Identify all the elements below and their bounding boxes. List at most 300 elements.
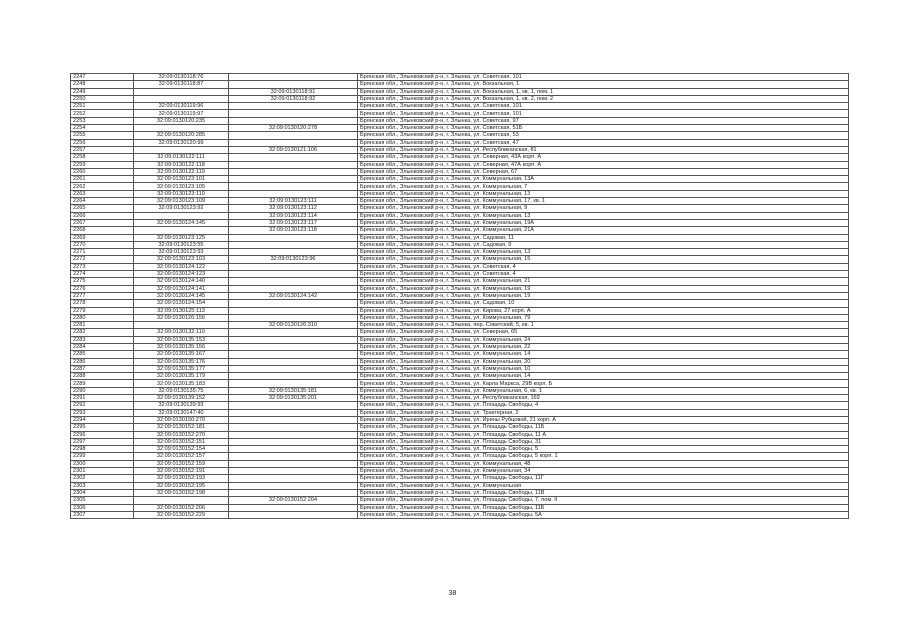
table-row — [71, 343, 849, 350]
related-number-cell — [229, 416, 358, 423]
row-number-cell: 2293 — [71, 409, 134, 416]
cadastral-number-cell: 32:09:0130135:179 — [134, 373, 229, 380]
address-cell: Брянская обл., Злынковский р-н, г. Злынка, ул. Коммунальная, 19А — [358, 219, 849, 226]
cadastral-number-cell: 32:09:0130152:157 — [134, 453, 229, 460]
row-number-cell: 2271 — [71, 249, 134, 256]
row-number-cell: 2254 — [71, 125, 134, 132]
cadastral-number-cell: 32:09:0130152:206 — [134, 504, 229, 511]
table-row — [71, 395, 849, 402]
cadastral-number-cell: 32:09:0130123:105 — [134, 183, 229, 190]
related-number-cell: 32:09:0130135:181 — [229, 387, 358, 394]
cadastral-number-cell: 32:09:0130132:110 — [134, 329, 229, 336]
address-cell: Брянская обл., Злынковский р-н, г. Злынка, ул. Вокзальная, 1, кв. 1, пом. 1 — [358, 88, 849, 95]
table-row — [71, 446, 849, 453]
cadastral-number-cell: 32:09:0130135:156 — [134, 343, 229, 350]
related-number-cell — [229, 183, 358, 190]
address-cell: Брянская обл., Злынковский р-н, г. Злынка, ул. Коммунальная, 7 — [358, 183, 849, 190]
cadastral-number-cell — [134, 95, 229, 102]
address-cell: Брянская обл., Злынковский р-н, г. Злынка, ул. Северная, 43А корп. А — [358, 154, 849, 161]
table-row — [71, 139, 849, 146]
address-cell: Брянская обл., Злынковский р-н, г. Злынка, ул. Коммунальная, 14 — [358, 351, 849, 358]
address-cell: Брянская обл., Злынковский р-н, г. Злынка, пер. Советский, 5, кв. 1 — [358, 322, 849, 329]
table-row — [71, 168, 849, 175]
table-row — [71, 373, 849, 380]
cadastral-number-cell — [134, 227, 229, 234]
cadastral-number-cell: 32:09:0130123:93 — [134, 249, 229, 256]
address-cell: Брянская обл., Злынковский р-н, г. Злынка, ул. Площадь Свободы, 5 — [358, 446, 849, 453]
row-number-cell: 2262 — [71, 183, 134, 190]
related-number-cell — [229, 314, 358, 321]
cadastral-number-cell: 32:09:0130123:103 — [134, 256, 229, 263]
cadastral-number-cell: 32:09:0130152:229 — [134, 511, 229, 518]
table-row — [71, 504, 849, 511]
cadastral-number-cell — [134, 88, 229, 95]
cadastral-number-cell: 32:09:0130135:153 — [134, 336, 229, 343]
row-number-cell: 2270 — [71, 241, 134, 248]
table-row — [71, 183, 849, 190]
address-cell: Брянская обл., Злынковский р-н, г. Злынка, ул. Коммунальная, 34 — [358, 468, 849, 475]
related-number-cell — [229, 468, 358, 475]
related-number-cell: 32:09:0130121:106 — [229, 146, 358, 153]
related-number-cell — [229, 176, 358, 183]
cadastral-number-cell: 32:09:0130152:195 — [134, 482, 229, 489]
table-row — [71, 234, 849, 241]
cadastral-number-cell: 32:09:0130135:167 — [134, 351, 229, 358]
row-number-cell: 2300 — [71, 460, 134, 467]
row-number-cell: 2280 — [71, 314, 134, 321]
table-row — [71, 161, 849, 168]
related-number-cell — [229, 117, 358, 124]
row-number-cell: 2291 — [71, 395, 134, 402]
address-cell: Брянская обл., Злынковский р-н, г. Злынка, ул. Северная, 47А корп. А — [358, 161, 849, 168]
cadastral-number-cell: 32:09:0130124:140 — [134, 278, 229, 285]
related-number-cell — [229, 475, 358, 482]
row-number-cell: 2298 — [71, 446, 134, 453]
row-number-cell: 2263 — [71, 190, 134, 197]
address-cell: Брянская обл., Злынковский р-н, г. Злынка, ул. Коммунальная, 19 — [358, 285, 849, 292]
table-row — [71, 117, 849, 124]
related-number-cell — [229, 343, 358, 350]
table-row — [71, 416, 849, 423]
row-number-cell: 2247 — [71, 74, 134, 81]
address-cell: Брянская обл., Злынковский р-н, г. Злынка, ул. Вокзальная, 1, кв. 2, пом. 2 — [358, 95, 849, 102]
row-number-cell: 2302 — [71, 475, 134, 482]
row-number-cell: 2274 — [71, 271, 134, 278]
cadastral-number-cell: 32:09:0130118:76 — [134, 74, 229, 81]
row-number-cell: 2305 — [71, 497, 134, 504]
address-cell: Брянская обл., Злынковский р-н, г. Злынка, ул. Коммунальная, 79 — [358, 314, 849, 321]
address-cell: Брянская обл., Злынковский р-н, г. Злынка, ул. Коммунальная, 24 — [358, 336, 849, 343]
related-number-cell — [229, 241, 358, 248]
table-row — [71, 241, 849, 248]
cadastral-number-cell: 32:09:0130123:55 — [134, 241, 229, 248]
related-number-cell — [229, 81, 358, 88]
address-cell: Брянская обл., Злынковский р-н, г. Злынка, ул. Садовая, 11 — [358, 234, 849, 241]
address-cell: Брянская обл., Злынковский р-н, г. Злынка, ул. Северная, 65 — [358, 329, 849, 336]
related-number-cell — [229, 380, 358, 387]
row-number-cell: 2297 — [71, 438, 134, 445]
address-cell: Брянская обл., Злынковский р-н, г. Злынка, ул. Ирины Рубцовой, 21 корп. А — [358, 416, 849, 423]
row-number-cell: 2250 — [71, 95, 134, 102]
table-row — [71, 285, 849, 292]
related-number-cell — [229, 168, 358, 175]
address-cell: Брянская обл., Злынковский р-н, г. Злынка, ул. Советская, 51Б — [358, 125, 849, 132]
cadastral-number-cell: 32:09:0130152:191 — [134, 468, 229, 475]
table-row — [71, 146, 849, 153]
cadastral-number-cell: 32:09:0130119:96 — [134, 103, 229, 110]
row-number-cell: 2303 — [71, 482, 134, 489]
address-cell: Брянская обл., Злынковский р-н, г. Злынка, ул. Площадь Свободы, 31 — [358, 438, 849, 445]
row-number-cell: 2282 — [71, 329, 134, 336]
address-cell: Брянская обл., Злынковский р-н, г. Злынка, ул. Площадь Свободы, 11 А — [358, 431, 849, 438]
related-number-cell — [229, 285, 358, 292]
address-cell: Брянская обл., Злынковский р-н, г. Злынка, ул. Кирова, 27 корп. А — [358, 307, 849, 314]
row-number-cell: 2272 — [71, 256, 134, 263]
row-number-cell: 2283 — [71, 336, 134, 343]
related-number-cell — [229, 365, 358, 372]
table-row — [71, 424, 849, 431]
address-cell: Брянская обл., Злынковский р-н, г. Злынка, ул. Советская, 47 — [358, 139, 849, 146]
cadastral-number-cell — [134, 212, 229, 219]
table-row — [71, 198, 849, 205]
related-number-cell — [229, 453, 358, 460]
related-number-cell — [229, 504, 358, 511]
cadastral-number-cell: 32:09:0130152:159 — [134, 460, 229, 467]
cadastral-number-cell: 32:09:0130124:123 — [134, 271, 229, 278]
table-row — [71, 88, 849, 95]
related-number-cell: 32:09:0130118:91 — [229, 88, 358, 95]
table-row — [71, 387, 849, 394]
address-cell: Брянская обл., Злынковский р-н, г. Злынка, ул. Коммунальная, 13 — [358, 190, 849, 197]
address-cell: Брянская обл., Злынковский р-н, г. Злынка, ул. Площадь Свободы, 4 — [358, 402, 849, 409]
related-number-cell — [229, 336, 358, 343]
address-cell: Брянская обл., Злынковский р-н, г. Злынка, ул. Садовая, 10 — [358, 300, 849, 307]
row-number-cell: 2287 — [71, 365, 134, 372]
cadastral-number-cell: 32:09:0130135:75 — [134, 387, 229, 394]
related-number-cell — [229, 132, 358, 139]
table-row — [71, 307, 849, 314]
row-number-cell: 2284 — [71, 343, 134, 350]
related-number-cell — [229, 446, 358, 453]
row-number-cell: 2261 — [71, 176, 134, 183]
address-cell: Брянская обл., Злынковский р-н, г. Злынка, ул. Коммунальная, 17, кв. 1 — [358, 198, 849, 205]
table-row — [71, 482, 849, 489]
address-cell: Брянская обл., Злынковский р-н, г. Злынка, ул. Площадь Свободы, 11Б — [358, 504, 849, 511]
table-row — [71, 409, 849, 416]
table-row — [71, 511, 849, 518]
row-number-cell: 2258 — [71, 154, 134, 161]
address-cell: Брянская обл., Злынковский р-н, г. Злынка, ул. Коммунальная, 21 — [358, 278, 849, 285]
table-row — [71, 219, 849, 226]
table-row — [71, 278, 849, 285]
address-cell: Брянская обл., Злынковский р-н, г. Злынка, ул. Советская, 53 — [358, 132, 849, 139]
table-row — [71, 103, 849, 110]
related-number-cell: 32:09:0130135:201 — [229, 395, 358, 402]
row-number-cell: 2268 — [71, 227, 134, 234]
table-row — [71, 468, 849, 475]
registry-table — [70, 73, 849, 519]
cadastral-number-cell: 32:09:0130147:40 — [134, 409, 229, 416]
cadastral-number-cell: 32:09:0130123:110 — [134, 190, 229, 197]
related-number-cell — [229, 263, 358, 270]
address-cell: Брянская обл., Злынковский р-н, г. Злынка, ул. Трактерная, 2 — [358, 409, 849, 416]
table-row — [71, 365, 849, 372]
cadastral-number-cell: 32:09:0130124:145 — [134, 292, 229, 299]
row-number-cell: 2286 — [71, 358, 134, 365]
row-number-cell: 2264 — [71, 198, 134, 205]
address-cell: Брянская обл., Злынковский р-н, г. Злынка, ул. Северная, 67 — [358, 168, 849, 175]
cadastral-number-cell — [134, 125, 229, 132]
row-number-cell: 2253 — [71, 117, 134, 124]
table-row — [71, 256, 849, 263]
address-cell: Брянская обл., Злынковский р-н, г. Злынка, ул. Площадь Свободы, 11Г — [358, 475, 849, 482]
related-number-cell: 32:09:0130123:118 — [229, 227, 358, 234]
address-cell: Брянская обл., Злынковский р-н, г. Злынка, ул. Площадь Свободы, 5А — [358, 511, 849, 518]
table-row — [71, 205, 849, 212]
table-row — [71, 322, 849, 329]
table-row — [71, 380, 849, 387]
related-number-cell — [229, 424, 358, 431]
cadastral-number-cell: 32:09:0130152:193 — [134, 475, 229, 482]
address-cell: Брянская обл., Злынковский р-н, г. Злынка, ул. Коммунальная, 20 — [358, 358, 849, 365]
cadastral-number-cell — [134, 146, 229, 153]
row-number-cell: 2255 — [71, 132, 134, 139]
row-number-cell: 2295 — [71, 424, 134, 431]
table-row — [71, 132, 849, 139]
related-number-cell — [229, 234, 358, 241]
row-number-cell: 2288 — [71, 373, 134, 380]
row-number-cell: 2269 — [71, 234, 134, 241]
related-number-cell — [229, 358, 358, 365]
table-row — [71, 263, 849, 270]
related-number-cell: 32:09:0130120:278 — [229, 125, 358, 132]
related-number-cell — [229, 409, 358, 416]
cadastral-number-cell: 32:09:0130124:122 — [134, 263, 229, 270]
related-number-cell — [229, 351, 358, 358]
row-number-cell: 2299 — [71, 453, 134, 460]
related-number-cell: 32:09:0130123:96 — [229, 256, 358, 263]
table-row — [71, 402, 849, 409]
cadastral-number-cell: 32:09:0130125:113 — [134, 307, 229, 314]
table-row — [71, 314, 849, 321]
cadastral-number-cell: 32:09:0130124:154 — [134, 300, 229, 307]
related-number-cell: 32:09:0130123:112 — [229, 205, 358, 212]
cadastral-number-cell: 32:09:0130123:109 — [134, 198, 229, 205]
row-number-cell: 2259 — [71, 161, 134, 168]
address-cell: Брянская обл., Злынковский р-н, г. Злынка, ул. Советская, 101 — [358, 103, 849, 110]
row-number-cell: 2292 — [71, 402, 134, 409]
row-number-cell: 2275 — [71, 278, 134, 285]
address-cell: Брянская обл., Злынковский р-н, г. Злынка, ул. Коммунальная, 10 — [358, 365, 849, 372]
cadastral-number-cell: 32:09:0130119:97 — [134, 110, 229, 117]
table-row — [71, 438, 849, 445]
cadastral-number-cell: 32:09:0130135:176 — [134, 358, 229, 365]
related-number-cell: 32:09:0130123:117 — [229, 219, 358, 226]
cadastral-number-cell: 32:09:0130122:118 — [134, 161, 229, 168]
row-number-cell: 2267 — [71, 219, 134, 226]
cadastral-number-cell: 32:09:0130152:181 — [134, 424, 229, 431]
related-number-cell — [229, 460, 358, 467]
related-number-cell — [229, 373, 358, 380]
cadastral-number-cell: 32:09:0130150:270 — [134, 416, 229, 423]
row-number-cell: 2256 — [71, 139, 134, 146]
cadastral-number-cell: 32:09:0130120:99 — [134, 139, 229, 146]
row-number-cell: 2307 — [71, 511, 134, 518]
related-number-cell: 32:09:0130118:92 — [229, 95, 358, 102]
row-number-cell: 2301 — [71, 468, 134, 475]
address-cell: Брянская обл., Злынковский р-н, г. Злынка, ул. Коммунальная — [358, 482, 849, 489]
cadastral-number-cell: 32:09:0130118:87 — [134, 81, 229, 88]
table-row — [71, 358, 849, 365]
cadastral-number-cell: 32:09:0130123:125 — [134, 234, 229, 241]
related-number-cell — [229, 249, 358, 256]
table-row — [71, 460, 849, 467]
address-cell: Брянская обл., Злынковский р-н, г. Злынка, ул. Коммунальная, 9 — [358, 205, 849, 212]
related-number-cell — [229, 139, 358, 146]
row-number-cell: 2281 — [71, 322, 134, 329]
table-row — [71, 271, 849, 278]
related-number-cell — [229, 402, 358, 409]
table-row — [71, 292, 849, 299]
cadastral-number-cell: 32:09:0130135:183 — [134, 380, 229, 387]
cadastral-number-cell — [134, 497, 229, 504]
related-number-cell: 32:09:0130123:114 — [229, 212, 358, 219]
table-row — [71, 176, 849, 183]
row-number-cell: 2289 — [71, 380, 134, 387]
address-cell: Брянская обл., Злынковский р-н, г. Злынка, ул. Карла Маркса, 29В корп. Б — [358, 380, 849, 387]
related-number-cell — [229, 278, 358, 285]
table-row — [71, 329, 849, 336]
table-row — [71, 227, 849, 234]
cadastral-number-cell: 32:09:0130135:177 — [134, 365, 229, 372]
cadastral-number-cell: 32:09:0130152:154 — [134, 446, 229, 453]
address-cell: Брянская обл., Злынковский р-н, г. Злынка, ул. Коммунальная, 48 — [358, 460, 849, 467]
related-number-cell — [229, 431, 358, 438]
related-number-cell — [229, 154, 358, 161]
table-row — [71, 300, 849, 307]
related-number-cell — [229, 489, 358, 496]
cadastral-number-cell: 32:09:0130120:285 — [134, 132, 229, 139]
cadastral-number-cell: 32:09:0130123:92 — [134, 205, 229, 212]
row-number-cell: 2278 — [71, 300, 134, 307]
row-number-cell: 2251 — [71, 103, 134, 110]
related-number-cell — [229, 271, 358, 278]
address-cell: Брянская обл., Злынковский р-н, г. Злынка, ул. Советская, 101 — [358, 74, 849, 81]
address-cell: Брянская обл., Злынковский р-н, г. Злынка, ул. Советская, 4 — [358, 263, 849, 270]
related-number-cell — [229, 438, 358, 445]
table-row — [71, 351, 849, 358]
table-row — [71, 154, 849, 161]
table-row — [71, 453, 849, 460]
table-row — [71, 336, 849, 343]
address-cell: Брянская обл., Злынковский р-н, г. Злынка, ул. Советская, 4 — [358, 271, 849, 278]
address-cell: Брянская обл., Злынковский р-н, г. Злынка, ул. Коммунальная, 13 — [358, 212, 849, 219]
table-row — [71, 95, 849, 102]
row-number-cell: 2296 — [71, 431, 134, 438]
row-number-cell: 2252 — [71, 110, 134, 117]
address-cell: Брянская обл., Злынковский р-н, г. Злынка, ул. Садовая, 9 — [358, 241, 849, 248]
related-number-cell — [229, 190, 358, 197]
related-number-cell: 32:09:0130152:204 — [229, 497, 358, 504]
page-number: 38 — [448, 590, 457, 597]
table-row — [71, 81, 849, 88]
related-number-cell — [229, 103, 358, 110]
address-cell: Брянская обл., Злынковский р-н, г. Злынка, ул. Коммунальная, 13 — [358, 249, 849, 256]
address-cell: Брянская обл., Злынковский р-н, г. Злынка, ул. Вокзальная, 1 — [358, 81, 849, 88]
related-number-cell — [229, 110, 358, 117]
address-cell: Брянская обл., Злынковский р-н, г. Злынка, ул. Площадь Свободы, 7, пом. II — [358, 497, 849, 504]
cadastral-number-cell: 32:09:0130120:235 — [134, 117, 229, 124]
cadastral-number-cell: 32:09:0130126:156 — [134, 314, 229, 321]
address-cell: Брянская обл., Злынковский р-н, г. Злынка, ул. Коммунальная, 21А — [358, 227, 849, 234]
address-cell: Брянская обл., Злынковский р-н, г. Злынка, ул. Республиканская, 81 — [358, 146, 849, 153]
row-number-cell: 2266 — [71, 212, 134, 219]
cadastral-number-cell: 32:09:0130124:141 — [134, 285, 229, 292]
related-number-cell: 32:09:0130123:111 — [229, 198, 358, 205]
address-cell: Брянская обл., Злынковский р-н, г. Злынка, ул. Площадь Свободы, 11В — [358, 489, 849, 496]
related-number-cell — [229, 74, 358, 81]
table-row — [71, 125, 849, 132]
table-row — [71, 431, 849, 438]
related-number-cell — [229, 329, 358, 336]
registry-table-body — [71, 74, 849, 519]
table-row — [71, 497, 849, 504]
row-number-cell: 2294 — [71, 416, 134, 423]
address-cell: Брянская обл., Злынковский р-н, г. Злынка, ул. Коммунальная, 22 — [358, 343, 849, 350]
cadastral-number-cell: 32:09:0130122:111 — [134, 154, 229, 161]
address-cell: Брянская обл., Злынковский р-н, г. Злынка, ул. Советская, 97 — [358, 117, 849, 124]
related-number-cell: 32:09:0130126:310 — [229, 322, 358, 329]
table-row — [71, 74, 849, 81]
related-number-cell — [229, 300, 358, 307]
row-number-cell: 2257 — [71, 146, 134, 153]
row-number-cell: 2304 — [71, 489, 134, 496]
row-number-cell: 2248 — [71, 81, 134, 88]
cadastral-number-cell: 32:09:0130152:270 — [134, 431, 229, 438]
row-number-cell: 2260 — [71, 168, 134, 175]
related-number-cell: 32:09:0130124:142 — [229, 292, 358, 299]
row-number-cell: 2306 — [71, 504, 134, 511]
cadastral-number-cell: 32:09:0130139:93 — [134, 402, 229, 409]
row-number-cell: 2285 — [71, 351, 134, 358]
address-cell: Брянская обл., Злынковский р-н, г. Злынка, ул. Площадь Свободы, 5 корп. 1 — [358, 453, 849, 460]
related-number-cell — [229, 307, 358, 314]
address-cell: Брянская обл., Злынковский р-н, г. Злынка, ул. Коммунальная, 6, кв. 1 — [358, 387, 849, 394]
table-row — [71, 475, 849, 482]
address-cell: Брянская обл., Злынковский р-н, г. Злынка, ул. Коммунальная, 14 — [358, 373, 849, 380]
cadastral-number-cell: 32:09:0130152:198 — [134, 489, 229, 496]
related-number-cell — [229, 161, 358, 168]
table-row — [71, 110, 849, 117]
address-cell: Брянская обл., Злынковский р-н, г. Злынка, ул. Советская, 101 — [358, 110, 849, 117]
row-number-cell: 2279 — [71, 307, 134, 314]
address-cell: Брянская обл., Злынковский р-н, г. Злынка, ул. Республиканская, 169 — [358, 395, 849, 402]
table-row — [71, 489, 849, 496]
cadastral-number-cell: 32:09:0130124:145 — [134, 219, 229, 226]
address-cell: Брянская обл., Злынковский р-н, г. Злынка, ул. Площадь Свободы, 11Б — [358, 424, 849, 431]
table-row — [71, 190, 849, 197]
cadastral-number-cell: 32:09:0130152:151 — [134, 438, 229, 445]
related-number-cell — [229, 511, 358, 518]
row-number-cell: 2249 — [71, 88, 134, 95]
cadastral-number-cell: 32:09:0130123:101 — [134, 176, 229, 183]
table-row — [71, 249, 849, 256]
table-row — [71, 212, 849, 219]
row-number-cell: 2276 — [71, 285, 134, 292]
cadastral-number-cell: 32:09:0130139:152 — [134, 395, 229, 402]
address-cell: Брянская обл., Злынковский р-н, г. Злынка, ул. Коммунальная, 19 — [358, 292, 849, 299]
related-number-cell — [229, 482, 358, 489]
